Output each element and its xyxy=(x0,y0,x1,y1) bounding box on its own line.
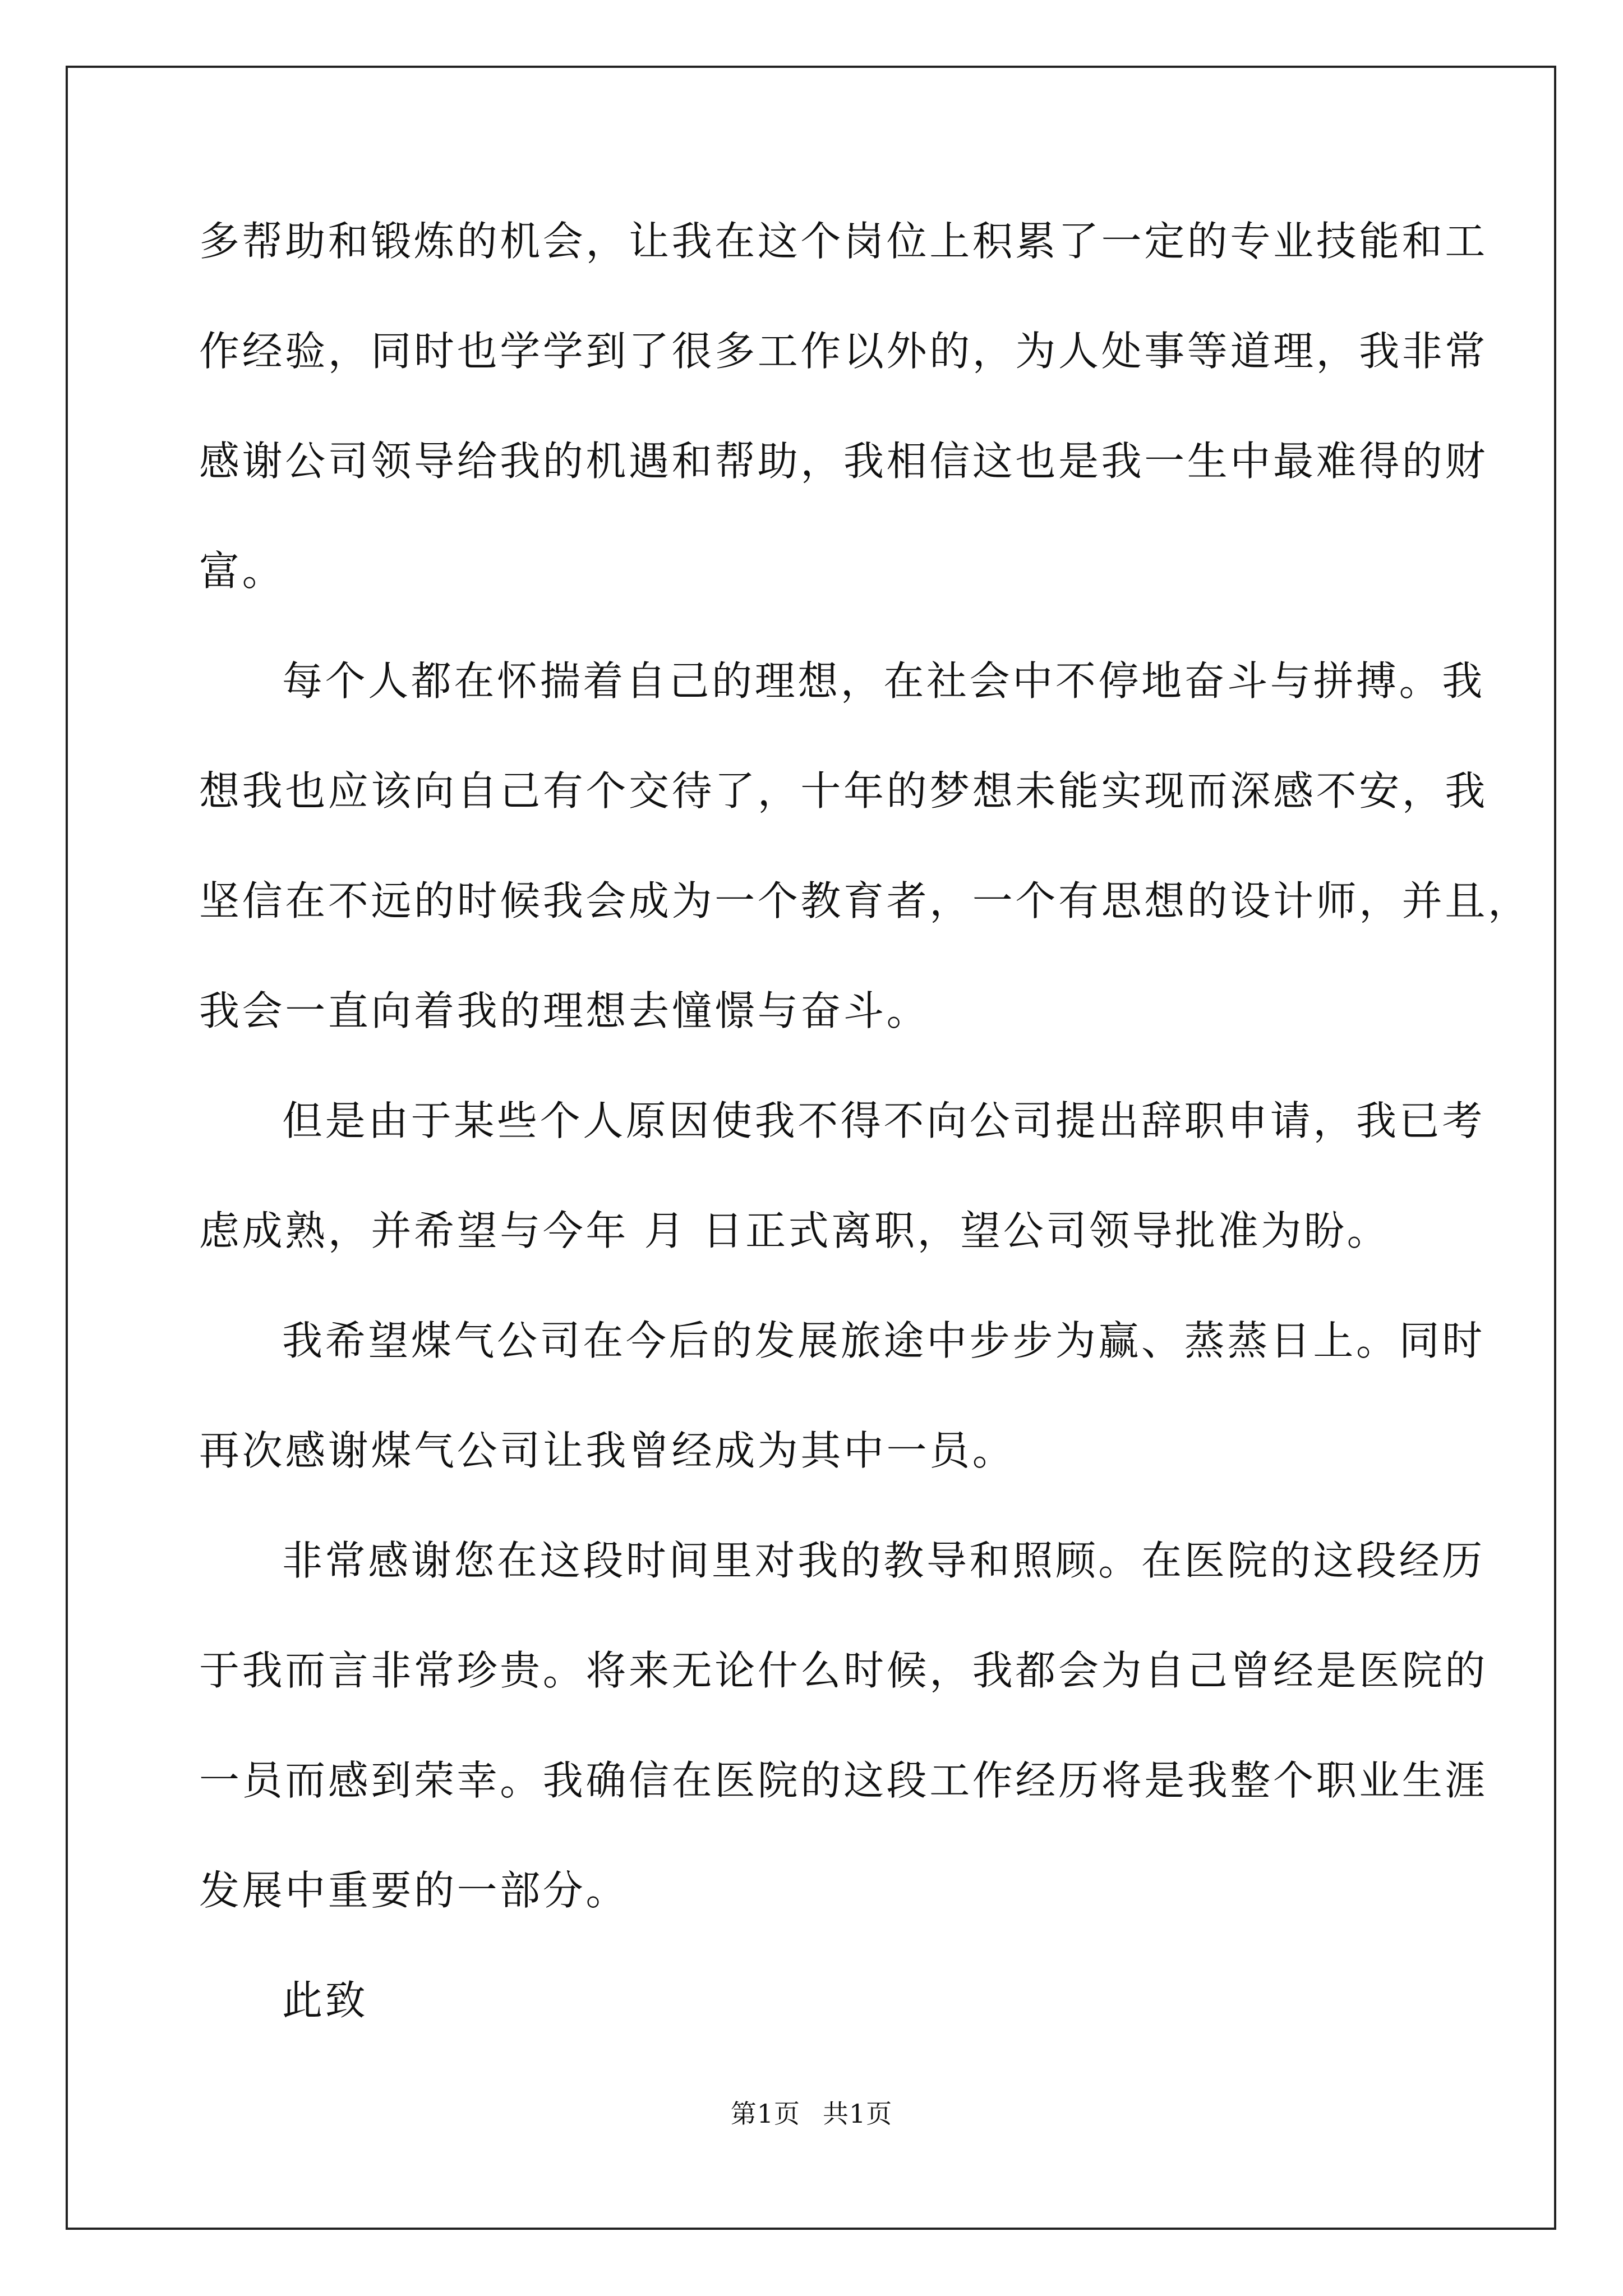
paragraph-2-line-1: 每个人都在怀揣着自己的理想，在社会中不停地奋斗与拼搏。我 xyxy=(282,657,1485,705)
paragraph-5-line-2: 于我而言非常珍贵。将来无论什么时候，我都会为自己曾经是医院的 xyxy=(199,1647,1488,1694)
paragraph-5-line-3: 一员而感到荣幸。我确信在医院的这段工作经历将是我整个职业生涯 xyxy=(199,1757,1488,1804)
paragraph-1-line-1: 多帮助和锻炼的机会，让我在这个岗位上积累了一定的专业技能和工 xyxy=(199,218,1488,265)
paragraph-5-line-1: 非常感谢您在这段时间里对我的教导和照顾。在医院的这段经历 xyxy=(282,1537,1485,1584)
paragraph-2-line-2: 想我也应该向自己有个交待了，十年的梦想未能实现而深感不安，我 xyxy=(199,767,1488,815)
paragraph-1-line-2: 作经验，同时也学学到了很多工作以外的，为人处事等道理，我非常 xyxy=(199,328,1488,375)
paragraph-4-line-2: 再次感谢煤气公司让我曾经成为其中一员。 xyxy=(199,1427,1016,1474)
page-footer xyxy=(0,2097,1623,2131)
paragraph-4-line-1: 我希望煤气公司在今后的发展旅途中步步为赢、蒸蒸日上。同时 xyxy=(282,1317,1485,1364)
paragraph-1-line-3: 感谢公司领导给我的机遇和帮助，我相信这也是我一生中最难得的财 xyxy=(199,438,1488,485)
paragraph-1-line-4: 富。 xyxy=(199,547,285,595)
closing-salutation: 此致 xyxy=(282,1977,368,2024)
page-number-current: 第1页 xyxy=(730,2099,800,2129)
paragraph-5-line-4: 发展中重要的一部分。 xyxy=(199,1867,629,1914)
page-number-total: 共1页 xyxy=(823,2099,893,2129)
paragraph-2-line-3: 坚信在不远的时候我会成为一个教育者，一个有思想的设计师，并且， xyxy=(199,877,1531,924)
paragraph-3-line-2: 虑成熟，并希望与今年 月 日正式离职，望公司领导批准为盼。 xyxy=(199,1207,1390,1254)
paragraph-3-line-1: 但是由于某些个人原因使我不得不向公司提出辞职申请，我已考 xyxy=(282,1097,1485,1144)
paragraph-2-line-4: 我会一直向着我的理想去憧憬与奋斗。 xyxy=(199,987,930,1034)
